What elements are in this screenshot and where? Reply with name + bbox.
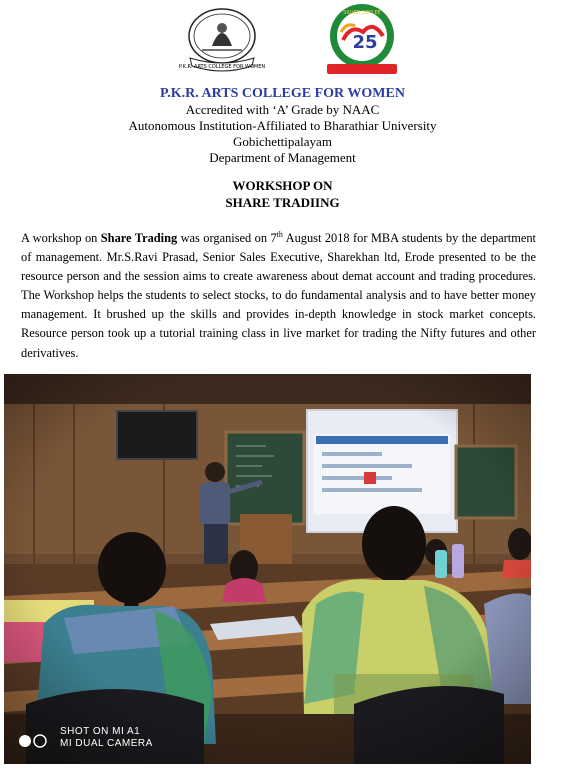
affiliation-line: Autonomous Institution-Affiliated to Bharathiar University — [128, 118, 437, 133]
left-logo-text: P.K.R. ARTS COLLEGE FOR WOMEN — [178, 64, 266, 70]
college-name: P.K.R. ARTS COLLEGE FOR WOMEN — [160, 86, 405, 101]
workshop-title — [0, 177, 565, 211]
camera-dots-icon — [18, 733, 58, 749]
right-logo-text: SILVER JUBILEE — [343, 10, 381, 16]
desc-topic: Share Trading — [100, 231, 178, 245]
desc-part3: August 2018 for MBA students by the department of management. Mr.S.Ravi Prasad, Senior Sales Executive, Sharekhan ltd, Erode presented to be the resource person and the session aims to create awareness about demat account and trading procedures. The Workshop helps the students to select stocks, to do fundamental analysis and to have better money management. It brushed up the skills and provides in-depth knowledge in stock market concepts. Resource person took up a tutorial training class in live market for trading the Nifty futures and other derivatives. — [21, 231, 536, 360]
college-emblem-logo — [172, 6, 272, 80]
silver-jubilee-logo — [321, 2, 403, 78]
desc-part2: was organised on 7 — [177, 231, 277, 245]
watermark-line1: SHOT ON MI A1 — [60, 726, 141, 737]
svg-text:25: 25 — [352, 32, 378, 53]
watermark-line2: MI DUAL CAMERA — [60, 738, 153, 749]
workshop-photo — [4, 374, 531, 764]
workshop-title-line1: WORKSHOP ON — [232, 178, 333, 193]
camera-watermark — [60, 726, 153, 750]
accreditation-line: Accredited with ‘A’ Grade by NAAC — [185, 102, 380, 117]
workshop-title-line2: SHARE TRADIING — [225, 195, 340, 210]
desc-sup: th — [276, 229, 283, 239]
location-line: Gobichettipalayam — [233, 134, 332, 149]
desc-part1: A workshop on — [21, 231, 101, 245]
workshop-description — [21, 229, 536, 363]
department-line: Department of Management — [209, 150, 356, 165]
